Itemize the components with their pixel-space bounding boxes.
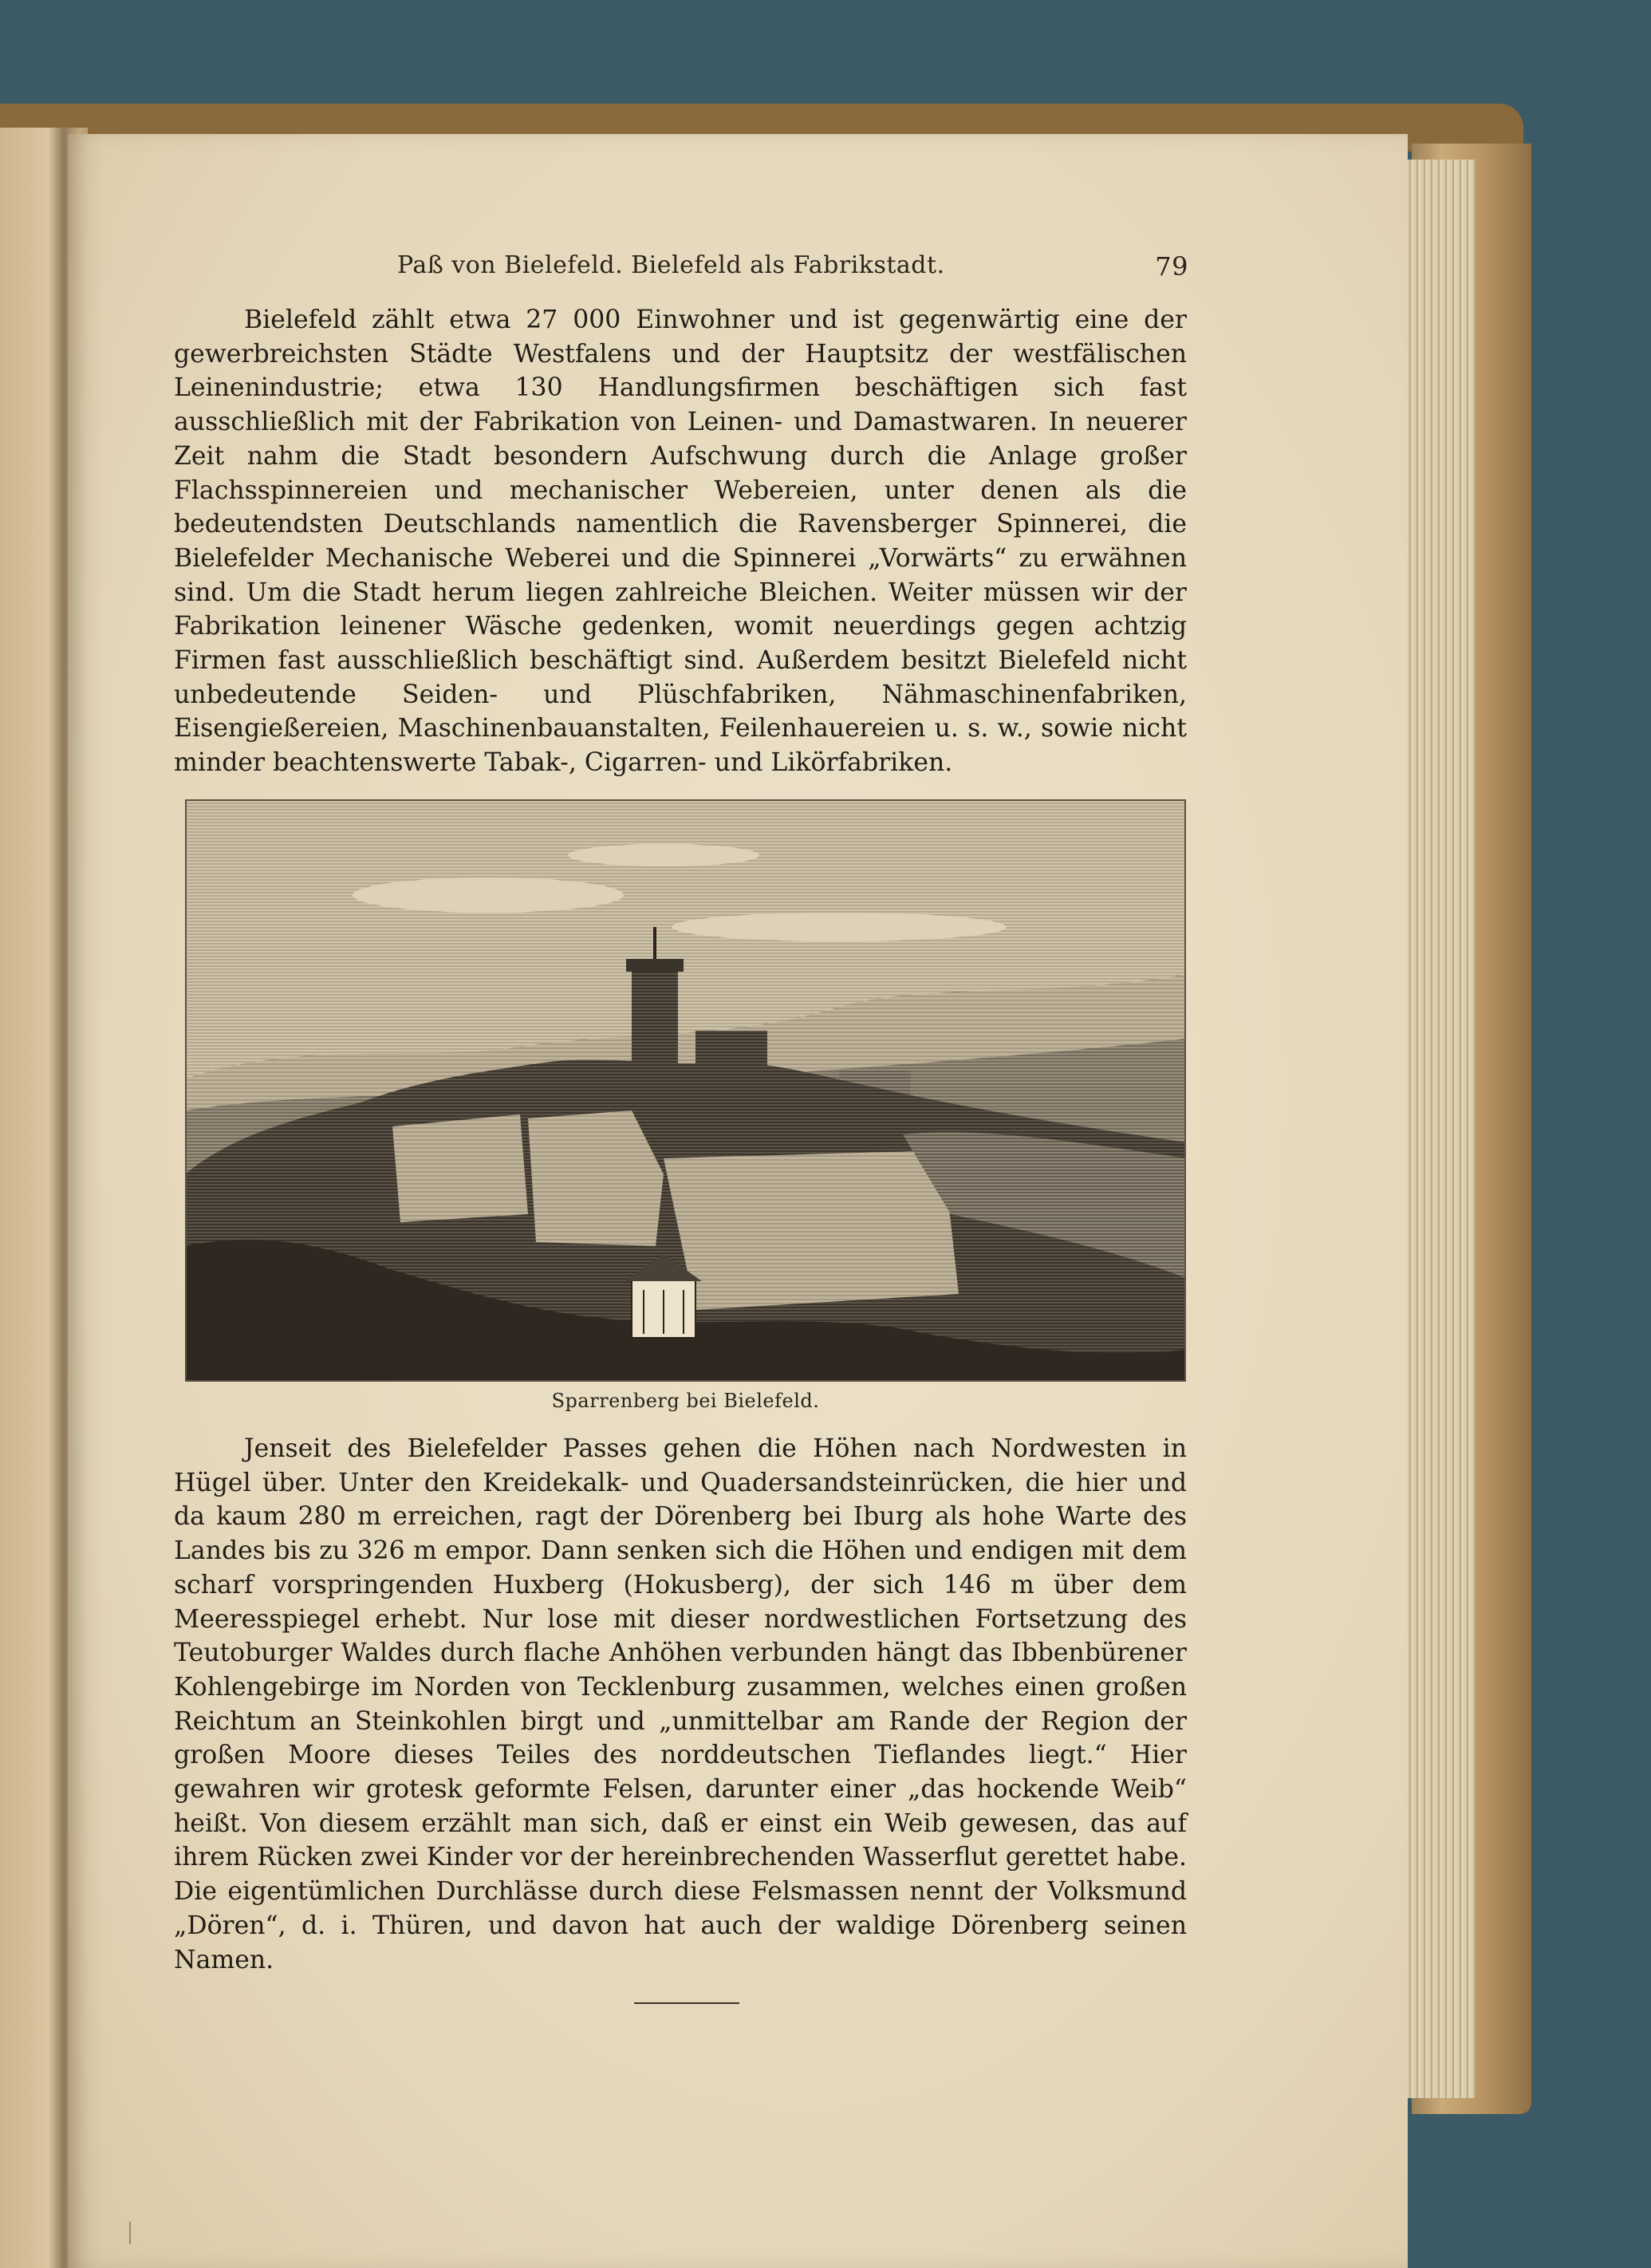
figure-sparrenberg [185,799,1186,1412]
pencil-mark [129,2222,131,2244]
page-stack-edges [1400,160,1476,2098]
sparrenberg-engraving [185,799,1186,1382]
paragraph-passes-and-hills: Jenseit des Bielefelder Passes gehen die Höhen nach Nordwesten in Hügel über. Unter den Kreidekalk- und Quadersandsteinrücken, die hier und da kaum 280 m erreichen, ragt der Dörenberg bei Iburg als hohe Warte des Landes bis zu 326 m empor. Dann senken sich die Höhen und endigen mit dem scharf vorspringenden Huxberg (Hokusberg), der sich 146 m über dem Meeresspiegel erhebt. Nur lose mit dieser nordwestlichen Fortsetzung des Teutoburger Waldes durch flache Anhöhen verbunden hängt das Ibbenbürener Kohlengebirge im Norden von Tecklenburg zusammen, welches einen großen Reichtum an Steinkohlen birgt und „unmittelbar am Rande der Region der großen Moore dieses Teiles des norddeutschen Tieflandes liegt.“ Hier gewahren wir grotesk geformte Felsen, darunter einer „das hockende Weib“ heißt. Von diesem erzählt man sich, daß er einst ein Weib gewesen, das auf ihrem Rücken zwei Kinder vor der hereinbrechenden Wasserflut gerettet habe. Die eigentümlichen Durchlässe durch diese Felsmassen nennt der Volksmund „Dören“, d. i. Thüren, und davon hat auch der waldige Dörenberg seinen Namen. [174,1434,1187,1974]
paragraph-bielefeld-industry: Bielefeld zählt etwa 27 000 Einwohner und ist gegenwärtig eine der gewerbreichsten Städte Westfalens und der Hauptsitz der westfälischen Leinenindustrie; etwa 130 Handlungsfirmen beschäftigen sich fast ausschließlich mit der Fabrikation von Leinen- und Damastwaren. In neuerer Zeit nahm die Stadt besondern Aufschwung durch die Anlage großer Flachsspinnereien und mechanischer Webereien, unter denen als die bedeutendsten Deutschlands namentlich die Ravensberger Spinnerei, die Bielefelder Mechanische Weberei und die Spinnerei „Vorwärts“ zu erwähnen sind. Um die Stadt herum liegen zahlreiche Bleichen. Weiter müssen wir der Fabrikation leinener Wäsche gedenken, womit neuerdings gegen achtzig Firmen fast ausschließlich beschäftigt sind. Außerdem besitzt Bielefeld nicht unbedeutende Seiden- und Plüschfabriken, Nähmaschinenfabriken, Eisengießereien, Maschinenbauanstalten, Feilenhauereien u. s. w., sowie nicht minder beachtenswerte Tabak-, Cigarren- und Likörfabriken. [174,306,1187,778]
running-head-title: Paß von Bielefeld. Bielefeld als Fabrikstadt. [397,251,945,279]
running-header [327,251,1188,283]
page-number: 79 [1155,251,1188,282]
section-end-rule [634,2002,739,2004]
figure-caption: Sparrenberg bei Bielefeld. [551,1390,820,1412]
